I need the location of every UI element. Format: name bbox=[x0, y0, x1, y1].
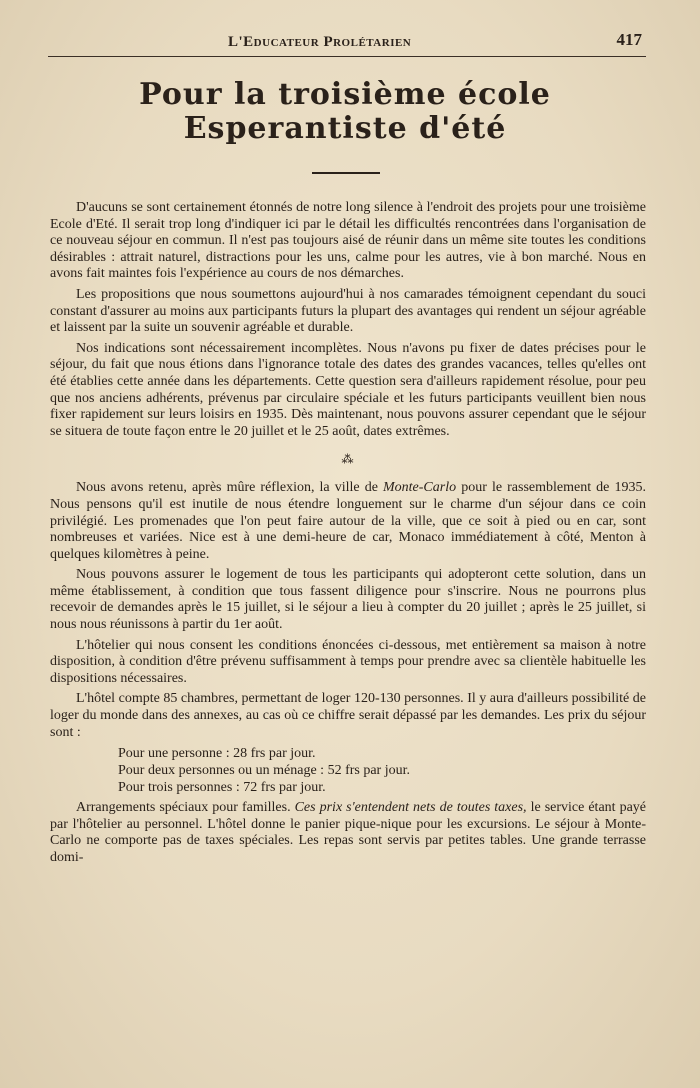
paragraph-3: Nos indications sont nécessairement incomplètes. Nous n'avons pu fixer de dates précises pour le séjour, du fait que nous étions dans l'ignorance totale des dates des grandes vacances, telles qu'elles ont été établies cette année dans les départements. Cette question sera d'ailleurs rapidement résolue, pour peu que nos anciens adhérents, prévenus par circulaire spéciale et les futurs participants veuillent bien nous fixer rapidement sur leurs loisirs en 1935. Dès maintenant, nous pouvons assurer cependant que le séjour se situera de toute façon entre le 20 juillet et le 25 août, dates extrêmes. bbox=[50, 340, 646, 439]
paragraph-1: D'aucuns se sont certainement étonnés de notre long silence à l'endroit des projets pour une troisième Ecole d'Eté. Il serait trop long d'indiquer ici par le détail les difficultés rencontrées dans l'organisation de ce nouveau séjour en commun. Il n'est pas toujours aisé de réunir dans un même site toutes les conditions désirables : attrait naturel, distractions pour les uns, calme pour les autres, vie à bon marché. Nous en avons fait maintes fois l'expérience au cours de nos démarches. bbox=[50, 200, 646, 282]
running-title: L'Educateur Prolétarien bbox=[228, 34, 412, 50]
article-title bbox=[40, 78, 650, 146]
paragraph-8 bbox=[50, 800, 646, 866]
price-item: Pour trois personnes : 72 frs par jour. bbox=[118, 780, 326, 796]
paragraph-8-italic: Ces prix s'entendent nets de toutes taxes, bbox=[294, 800, 527, 816]
paragraph-8-start: Arrangements spéciaux pour familles. bbox=[76, 800, 295, 816]
paragraph-5: Nous pouvons assurer le logement de tous les participants qui adopteront cette solution, dans un même établissement, à condition que tous fassent diligence pour s'inscrire. Nous ne pourrons plus recevoir de demandes après le 15 juillet, si le séjour a lieu à compter du 20 juillet ; après le 25 juillet, si nous nous réunissons à partir du 1er août. bbox=[50, 567, 646, 633]
city-name: Monte-Carlo bbox=[383, 480, 457, 496]
title-line-1: Pour la troisième école bbox=[139, 77, 551, 112]
price-item: Pour une personne : 28 frs par jour. bbox=[118, 746, 316, 762]
title-line-2: Esperantiste d'été bbox=[183, 111, 507, 146]
price-item: Pour deux personnes ou un ménage : 52 frs par jour. bbox=[118, 763, 410, 779]
page-header bbox=[48, 26, 646, 57]
article-body bbox=[50, 200, 646, 871]
title-rule bbox=[312, 172, 380, 174]
page-number: 417 bbox=[616, 30, 642, 49]
paragraph-4-start: Nous avons retenu, après mûre réflexion, la ville de bbox=[76, 480, 383, 496]
paragraph-7: L'hôtel compte 85 chambres, permettant de loger 120-130 personnes. Il y aura d'ailleurs possibilité de loger du monde dans des annexes, au cas où ce chiffre serait dépassé par les demandes. Les prix du séjour sont : bbox=[50, 691, 646, 740]
asterism: ⁂ bbox=[341, 452, 355, 467]
paragraph-8-end: le service étant payé par l'hôtelier au personnel. L'hôtel donne le panier pique-nique pour les excursions. Le séjour à Monte-Carlo ne comporte pas de taxes spéciales. Les repas sont servis par petites tables. Une grande terrasse domi- bbox=[50, 800, 646, 865]
paragraph-2: Les propositions que nous soumettons aujourd'hui à nos camarades témoignent cependant du souci constant d'assurer au moins aux participants futurs la plupart des avantages qui rendent un séjour agréable et laissent par la suite un souvenir agréable et durable. bbox=[50, 286, 646, 336]
paragraph-4 bbox=[50, 480, 646, 563]
paragraph-6: L'hôtelier qui nous consent les conditions énoncées ci-dessous, met entièrement sa maison à notre disposition, à condition d'être prévenu suffisamment à temps pour prendre avec sa clientèle habituelle les dispositions nécessaires. bbox=[50, 637, 646, 686]
paragraph-4-end: pour le rassemblement de 1935. Nous pensons qu'il est inutile de nous étendre longuement sur le charme d'un séjour dans ce coin privilégié. Les promenades que l'on peut faire autour de la ville, que ce soit à pied ou en car, sont nombreuses et variées. Nice est à une demi-heure de car, Monaco immédiatement à côté, Menton à quelques kilomètres à peine. bbox=[50, 480, 646, 562]
price-list bbox=[118, 745, 646, 796]
